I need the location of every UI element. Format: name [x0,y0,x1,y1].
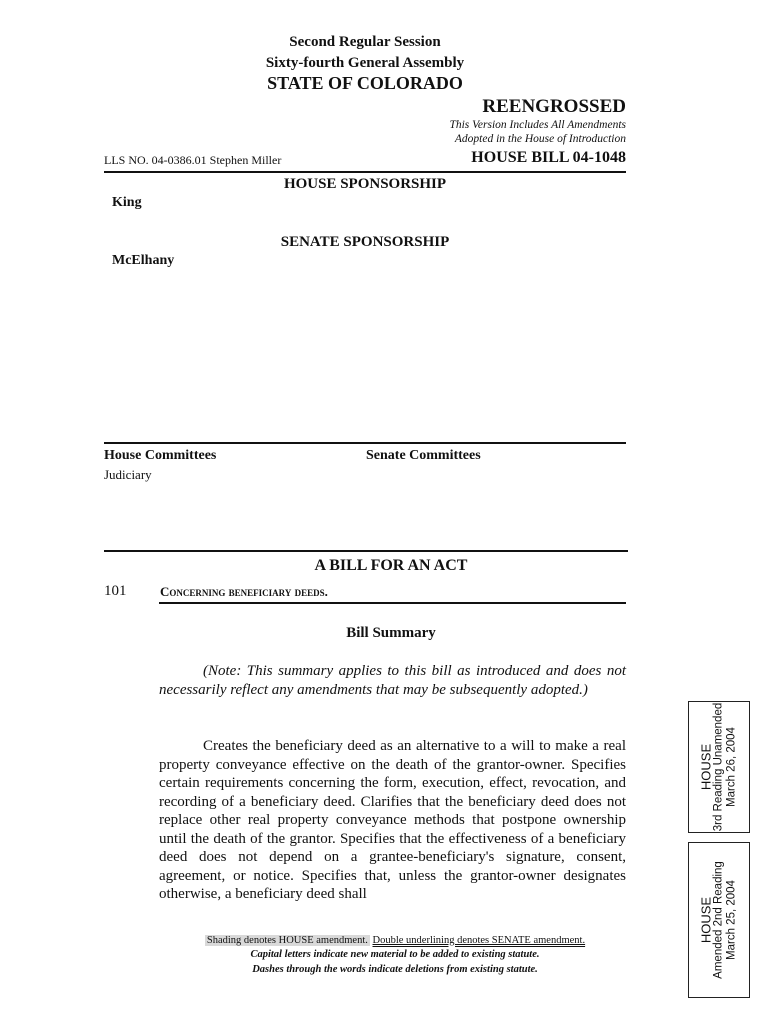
header-divider [104,171,626,173]
stamp-chamber: HOUSE [698,743,714,791]
senate-sponsorship-title: SENATE SPONSORSHIP [280,234,450,250]
bill-concerning: Concerning beneficiary deeds. [160,584,328,599]
bill-number: HOUSE BILL 04-1048 [471,149,626,166]
senate-sponsor: McElhany [112,253,175,268]
house-amendment-note: Shading denotes HOUSE amendment. [206,935,368,946]
amendment-legend [160,935,630,946]
house-committee-value: Judiciary [104,467,152,482]
house-third-reading-stamp [688,701,750,833]
stamp-chamber: HOUSE [698,896,714,944]
house-committees-label: House Committees [104,448,217,463]
version-note-1: This Version Includes All Amendments [449,119,626,131]
stamp-date: March 25, 2004 [725,880,738,960]
summary-body: Creates the beneficiary deed as an alternative to a will to make a real property conveyance effective on the death of the grantor-owner. Specifies certain requirements concerning the form, execution, effect, revocation, and recording of a beneficiary deed. Clarifies that the beneficiary deed does not replace other real property conveyance methods that postpone ownership until the death of the grantor. Specifies that the effectiveness of a beneficiary deed does not depend on a grantee-beneficiary's signature, consent, agreement, or notice. Specifies that, unless the grantor-owner designates otherwise, a beneficiary deed shall [159,738,626,902]
senate-committees-label: Senate Committees [366,448,481,463]
committees-divider [104,442,626,444]
house-sponsorship-title: HOUSE SPONSORSHIP [283,176,447,192]
house-sponsor: King [112,195,142,210]
bill-divider-top [104,550,628,552]
version-note-2: Adopted in the House of Introduction [454,133,626,145]
session-title: Second Regular Session [289,34,441,50]
capital-letters-note: Capital letters indicate new material to be added to existing statute. [250,949,540,960]
state-title: STATE OF COLORADO [267,73,463,93]
line-number: 101 [104,583,127,599]
summary-note: (Note: This summary applies to this bill as introduced and does not necessarily reflect any amendments that may be subsequently adopted.) [159,663,626,698]
stamp-action: 3rd Reading Unamended [712,702,725,832]
version-label: REENGROSSED [482,96,626,117]
stamp-action: Amended 2nd Reading [712,861,725,979]
assembly-title: Sixty-fourth General Assembly [265,55,465,71]
lls-number: LLS NO. 04-0386.01 Stephen Miller [104,153,282,167]
dashes-note: Dashes through the words indicate deletions from existing statute. [252,964,538,975]
house-second-reading-stamp [688,842,750,998]
senate-amendment-note: Double underlining denotes SENATE amendment. [372,935,586,946]
stamp-date: March 26, 2004 [725,727,738,807]
bill-title: A BILL FOR AN ACT [314,557,468,574]
bill-divider-bottom [159,602,626,604]
summary-title: Bill Summary [346,625,436,641]
